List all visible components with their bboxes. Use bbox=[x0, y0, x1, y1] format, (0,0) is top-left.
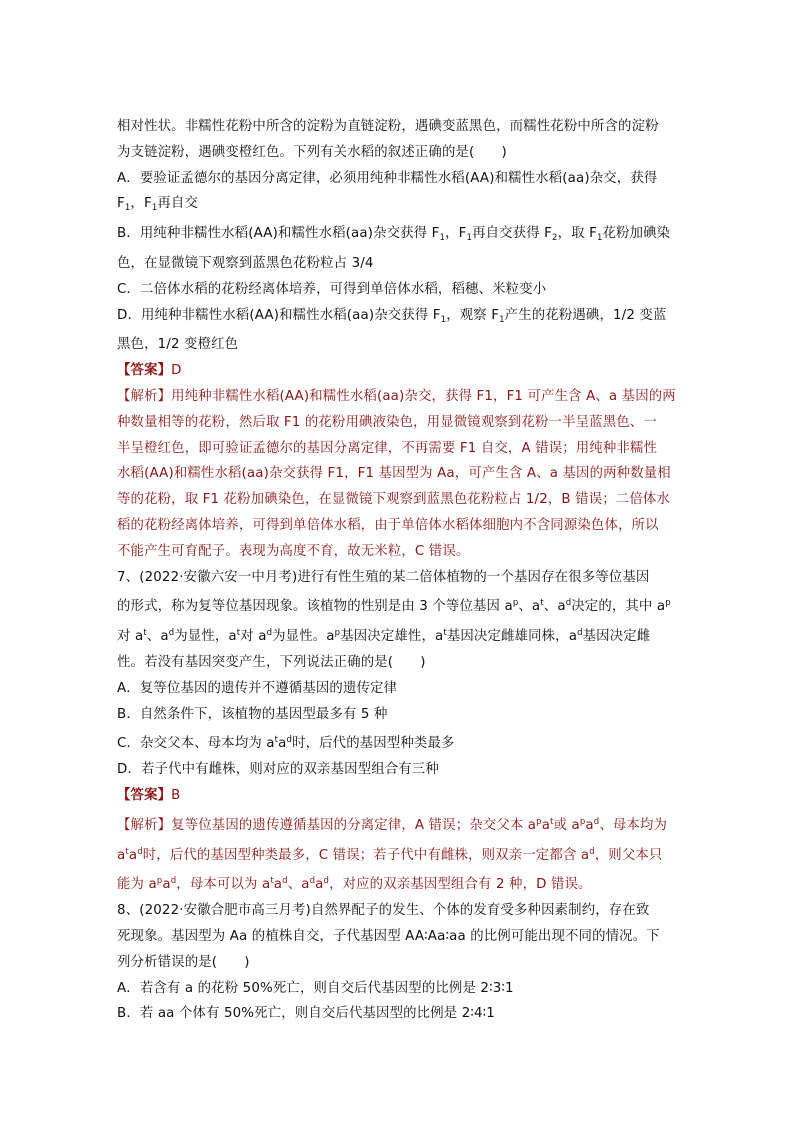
q8-stem-line-2: 死现象。基因型为 Aa 的植株自交，子代基因型 AA∶Aa∶aa 的比例可能出现不同的情况。下 bbox=[117, 928, 660, 944]
q7-stem-line-1: 7、(2022·安徽六安一中月考)进行有性生殖的某二倍体植物的一个基因存在很多等位基因 bbox=[117, 569, 650, 585]
q7-option-a: A．复等位基因的遗传并不遵循基因的遗传定律 bbox=[117, 680, 398, 696]
q6-option-b-line-2: 色，在显微镜下观察到蓝黑色花粉粒占 3/4 bbox=[117, 255, 374, 271]
q7-stem-line-2: 的形式，称为复等位基因现象。该植物的性别是由 3 个等位基因 $a^p$、$a^t$、$a^d$决定的，其中 $a^p$ bbox=[117, 598, 671, 615]
q7-stem-line-3: 对 $a^t$、$a^d$为显性，$a^t$对 $a^d$为显性。$a^p$基因决定雄性，$a^t$基因决定雌雄同株，$a^d$基因决定雌 bbox=[117, 628, 651, 645]
answer-label: 【答案】 bbox=[117, 363, 172, 379]
q6-option-b-line-1: B．用纯种非糯性水稻(AA)和糯性水稻(aa)杂交获得 $F_1$，$F_1$再自交获得 $F_2$，取 $F_1$花粉加碘染 bbox=[117, 226, 671, 244]
q8-stem-line-1: 8、(2022·安徽合肥市高三月考)自然界配子的发生、个体的发育受多种因素制约，存在致 bbox=[117, 903, 650, 919]
q7-option-c: C．杂交父本、母本均为 $a^ta^d$时，后代的基因型种类最多 bbox=[117, 735, 455, 752]
document-page bbox=[117, 118, 697, 1031]
answer-value: B bbox=[171, 787, 181, 803]
q7-analysis-line-3: 能为 $a^pa^d$，母本可以为 $a^ta^d$、$a^da^d$，对应的双亲基因型组合有 2 种，D 错误。 bbox=[117, 876, 592, 893]
q7-answer bbox=[117, 787, 697, 805]
q7-stem-line-4: 性。若没有基因突变产生，下列说法正确的是( ) bbox=[117, 654, 426, 670]
analysis-label: 【解析】 bbox=[117, 388, 172, 404]
q6-analysis-line-5: 等的花粉，取 F1 花粉加碘染色，在显微镜下观察到蓝黑色花粉粒占 1/2，B 错误；二倍体水 bbox=[117, 492, 670, 508]
q6-option-a-line-2: $F_1$，$F_1$再自交 bbox=[117, 196, 199, 214]
q6-answer bbox=[117, 362, 697, 380]
q8-option-b: B．若 aa 个体有 50%死亡，则自交后代基因型的比例是 2∶4∶1 bbox=[117, 1006, 495, 1022]
q6-option-d-line-1: D．用纯种非糯性水稻(AA)和糯性水稻(aa)杂交获得 $F_1$，观察 $F_1$产生的花粉遇碘，1/2 变蓝 bbox=[117, 307, 667, 325]
q6-analysis-line-1: 【解析】用纯种非糯性水稻(AA)和糯性水稻(aa)杂交，获得 F1，F1 可产生含 A、a 基因的两 bbox=[117, 388, 676, 404]
q6-stem-line-1: 相对性状。非糯性花粉中所含的淀粉为直链淀粉，遇碘变蓝黑色，而糯性花粉中所含的淀粉 bbox=[117, 119, 659, 134]
q6-analysis-line-4: 水稻(AA)和糯性水稻(aa)杂交获得 F1，F1 基因型为 Aa，可产生含 A、a 基因的两种数量相 bbox=[117, 466, 671, 482]
q6-option-c: C．二倍体水稻的花粉经离体培养，可得到单倍体水稻，稻穗、米粒变小 bbox=[117, 281, 547, 297]
q6-option-a-line-1: A．要验证孟德尔的基因分离定律，必须用纯种非糯性水稻(AA)和糯性水稻(aa)杂交，获得 bbox=[117, 170, 658, 186]
q6-analysis-line-7: 不能产生可育配子。表现为高度不育，故无米粒，C 错误。 bbox=[117, 543, 470, 559]
q8-stem-line-3: 列分析错误的是( ) bbox=[117, 954, 250, 970]
q6-analysis-line-6: 稻的花粉经离体培养，可得到单倍体水稻，由于单倍体水稻体细胞内不含同源染色体，所以 bbox=[117, 517, 659, 533]
answer-value: D bbox=[171, 363, 182, 379]
answer-label: 【答案】 bbox=[117, 787, 172, 803]
q8-option-a: A．若含有 a 的花粉 50%死亡，则自交后代基因型的比例是 2∶3∶1 bbox=[117, 980, 514, 996]
q7-analysis-line-2: $a^ta^d$时，后代的基因型种类最多，C 错误；若子代中有雌株，则双亲一定都含 $a^d$，则父本只 bbox=[117, 846, 663, 863]
analysis-label: 【解析】 bbox=[117, 817, 172, 833]
q6-analysis-line-2: 种数量相等的花粉，然后取 F1 的花粉用碘液染色，用显微镜观察到花粉一半呈蓝黑色、一 bbox=[117, 414, 657, 430]
q7-option-b: B．自然条件下，该植物的基因型最多有 5 种 bbox=[117, 706, 388, 722]
q6-option-d-line-2: 黑色，1/2 变橙红色 bbox=[117, 337, 239, 353]
q7-analysis-line-1: 【解析】复等位基因的遗传遵循基因的分离定律，A 错误；杂交父本 $a^pa^t$或 $a^pa^d$、母本均为 bbox=[117, 816, 668, 833]
q6-analysis-line-3: 半呈橙红色，即可验证孟德尔的基因分离定律，不再需要 F1 自交，A 错误；用纯种非糯性 bbox=[117, 440, 658, 456]
q7-option-d: D．若子代中有雌株，则对应的双亲基因型组合有三种 bbox=[117, 762, 439, 778]
q6-stem-line-2: 为支链淀粉，遇碘变橙红色。下列有关水稻的叙述正确的是( ) bbox=[117, 144, 507, 160]
